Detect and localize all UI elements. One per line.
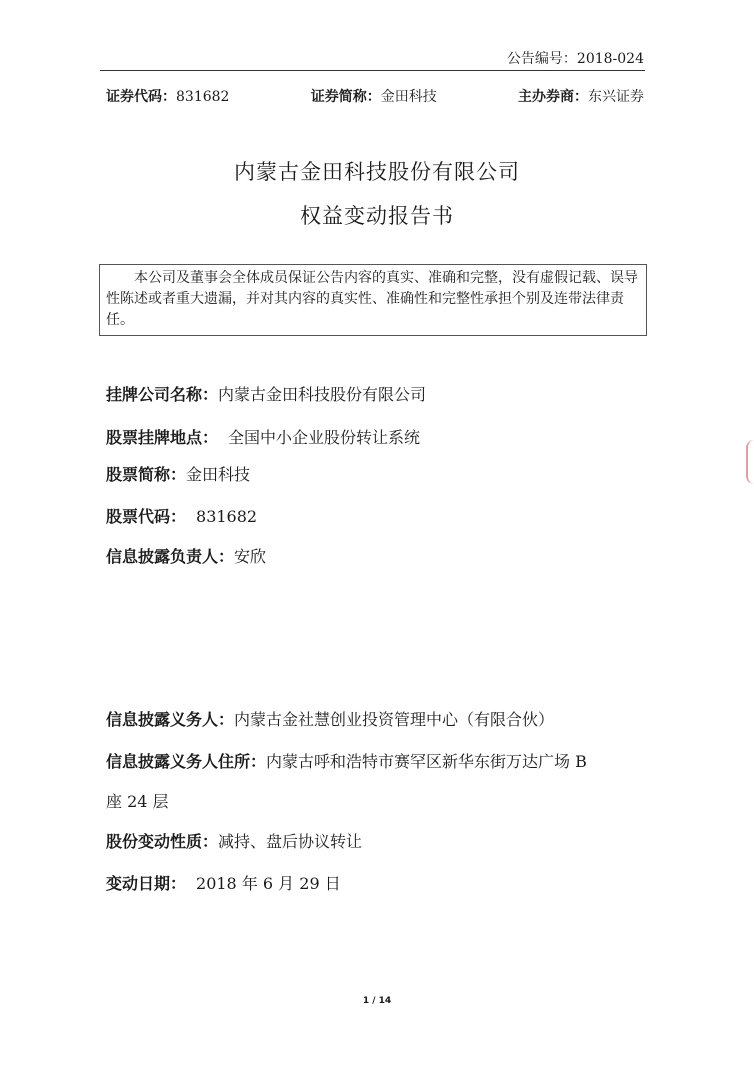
- security-abbreviation: 证券简称：金田科技: [310, 89, 437, 105]
- info-listing-venue: 股票挂牌地点： 全国中小企业股份转让系统: [106, 428, 421, 447]
- info-obligor-address: 信息披露义务人住所：内蒙古呼和浩特市赛罕区新华东街万达广场 B: [106, 752, 587, 771]
- info-listed-company: 挂牌公司名称：内蒙古金田科技股份有限公司: [106, 385, 427, 404]
- info-disclosure-officer: 信息披露负责人：安欣: [106, 547, 267, 566]
- info-obligor-address-continued: 座 24 层: [106, 792, 169, 811]
- info-stock-abbreviation: 股票简称：金田科技: [106, 465, 251, 484]
- info-stock-code: 股票代码： 831682: [106, 507, 258, 526]
- security-code: 证券代码：831682: [106, 89, 230, 105]
- seal-edge-mark: [746, 440, 754, 484]
- document-title: [0, 150, 754, 238]
- notice-number: 公告编号：2018-024: [506, 51, 644, 67]
- title-company: 内蒙古金田科技股份有限公司: [234, 160, 520, 184]
- info-disclosure-obligor: 信息披露义务人：内蒙古金社慧创业投资管理中心（有限合伙）: [106, 710, 555, 729]
- info-change-date: 变动日期： 2018 年 6 月 29 日: [106, 874, 341, 893]
- header-divider: [100, 70, 645, 71]
- info-change-nature: 股份变动性质：减持、盘后协议转让: [106, 832, 363, 851]
- disclaimer-box: 本公司及董事会全体成员保证公告内容的真实、准确和完整，没有虚假记载、误导性陈述或者重大遗漏，并对其内容的真实性、准确性和完整性承担个别及连带法律责任。: [99, 264, 647, 336]
- security-header: [106, 86, 644, 106]
- lead-broker: 主办券商：东兴证券: [517, 89, 644, 105]
- page-indicator: 1 / 14: [362, 996, 392, 1006]
- title-report: 权益变动报告书: [300, 204, 454, 228]
